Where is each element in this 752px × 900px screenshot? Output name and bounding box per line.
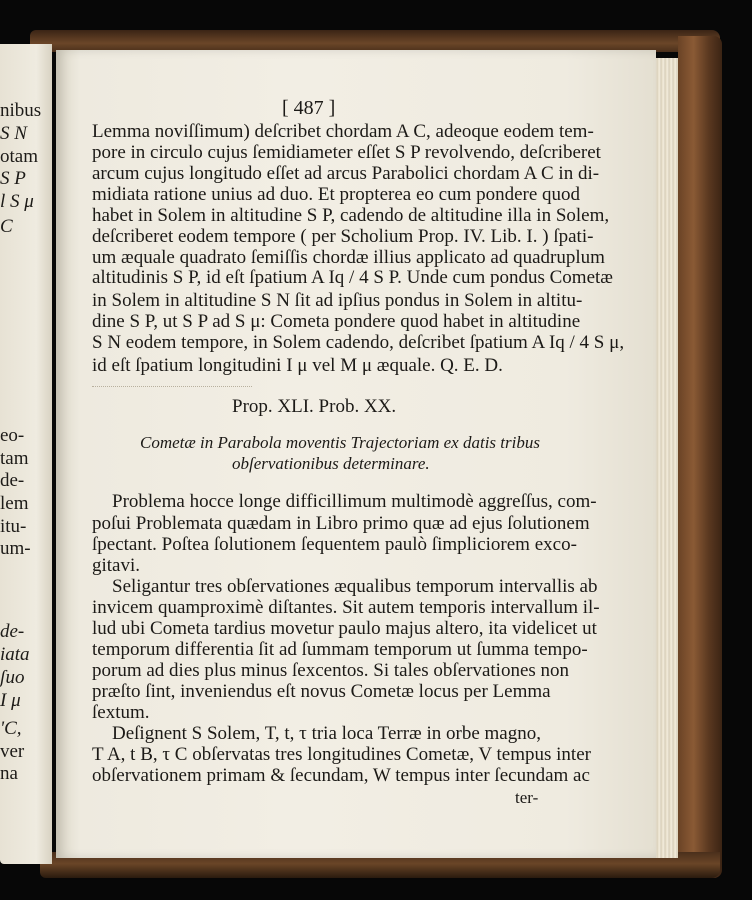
proposition-title-line: obſervationibus determinare. xyxy=(232,454,430,473)
left-fragment: S P xyxy=(0,168,26,189)
left-fragment: um- xyxy=(0,538,31,559)
text-line: gitavi. xyxy=(92,555,141,576)
text-line: altitudinis S P, id eſt ſpatium A Iq / 4 S P. Unde cum pondus Cometæ xyxy=(92,267,613,288)
text-line: habet in Solem in altitudine S P, cadendo de altitudine illa in Solem, xyxy=(92,205,610,226)
book-cover-right xyxy=(678,36,722,878)
left-fragment: tam xyxy=(0,448,29,469)
left-fragment: na xyxy=(0,763,18,784)
left-fragment: de- xyxy=(0,470,25,491)
left-fragment: otam xyxy=(0,146,38,167)
text-line: deſcriberet eodem tempore ( per Scholium Prop. IV. Lib. I. ) ſpati- xyxy=(92,226,594,247)
left-fragment: C xyxy=(0,216,13,237)
text-line: id eſt ſpatium longitudini I μ vel M μ æquale. Q. E. D. xyxy=(92,355,503,376)
page-number: [ 487 ] xyxy=(282,97,336,119)
text-line: midiata ratione unius ad duo. Et propterea eo cum pondere quod xyxy=(92,184,581,205)
left-fragment: lem xyxy=(0,493,29,514)
left-fragment: nibus xyxy=(0,100,42,121)
left-fragment: I μ xyxy=(0,690,21,711)
text-line: lud ubi Cometa tardius movetur paulo majus altero, ita videlicet ut xyxy=(92,618,597,639)
left-fragment: eo- xyxy=(0,425,25,446)
text-line: porum ad dies plus minus ſexcentos. Si tales obſervationes non xyxy=(92,660,570,681)
text-line: invicem quamproximè diſtantes. Sit autem temporis intervallum il- xyxy=(92,597,600,618)
previous-page xyxy=(0,44,52,864)
left-fragment: ʃuo xyxy=(0,667,25,688)
left-fragment: S N xyxy=(0,123,27,144)
text-line: Problema hocce longe difficillimum multimodè aggreſſus, com- xyxy=(112,491,597,512)
text-line: poſui Problemata quædam in Libro primo quæ ad ejus ſolutionem xyxy=(92,513,590,534)
left-fragment: l S μ xyxy=(0,191,34,212)
text-line: arcum cujus longitudo eſſet ad arcus Parabolici chordam A C in di- xyxy=(92,163,600,184)
text-line: præſto ſint, inveniendus eſt novus Cometæ locus per Lemma xyxy=(92,681,551,702)
faint-mark xyxy=(92,386,252,387)
left-fragment: ver xyxy=(0,741,25,762)
text-line: um æquale quadrato ſemiſſis chordæ illius applicato ad quadruplum xyxy=(92,247,605,268)
left-fragment: itu- xyxy=(0,516,27,537)
left-fragment: 'C, xyxy=(0,718,22,739)
text-line: Deſignent S Solem, T, t, τ tria loca Terræ in orbe magno, xyxy=(112,723,541,744)
book-cover-top xyxy=(30,30,720,52)
catchword: ter- xyxy=(515,788,539,807)
text-line: ſpectant. Poſtea ſolutionem ſequentem paulò ſimpliciorem exco- xyxy=(92,534,577,555)
text-line: pore in circulo cujus ſemidiameter eſſet S P revolvendo, deſcriberet xyxy=(92,142,601,163)
text-line: temporum differentia ſit ad ſummam temporum ut ſumma tempo- xyxy=(92,639,588,660)
text-line: ſextum. xyxy=(92,702,150,723)
left-fragment: iata xyxy=(0,644,30,665)
text-line: Seligantur tres obſervationes æqualibus temporum intervallis ab xyxy=(112,576,598,597)
proposition-heading: Prop. XLI. Prob. XX. xyxy=(232,396,397,417)
proposition-title-line: Cometæ in Parabola moventis Trajectoriam ex datis tribus xyxy=(140,433,540,452)
text-line: S N eodem tempore, in Solem cadendo, deſcribet ſpatium A Iq / 4 S μ, xyxy=(92,332,625,353)
text-line: obſervationem primam & ſecundam, W tempus inter ſecundam ac xyxy=(92,765,590,786)
text-line: dine S P, ut S P ad S μ: Cometa pondere quod habet in altitudine xyxy=(92,311,581,332)
text-line: in Solem in altitudine S N ſit ad ipſius pondus in Solem in altitu- xyxy=(92,290,583,311)
text-line: T A, t B, τ C obſervatas tres longitudines Cometæ, V tempus inter xyxy=(92,744,591,765)
left-fragment: de- xyxy=(0,621,25,642)
text-line: Lemma noviſſimum) deſcribet chordam A C, adeoque eodem tem- xyxy=(92,121,594,142)
